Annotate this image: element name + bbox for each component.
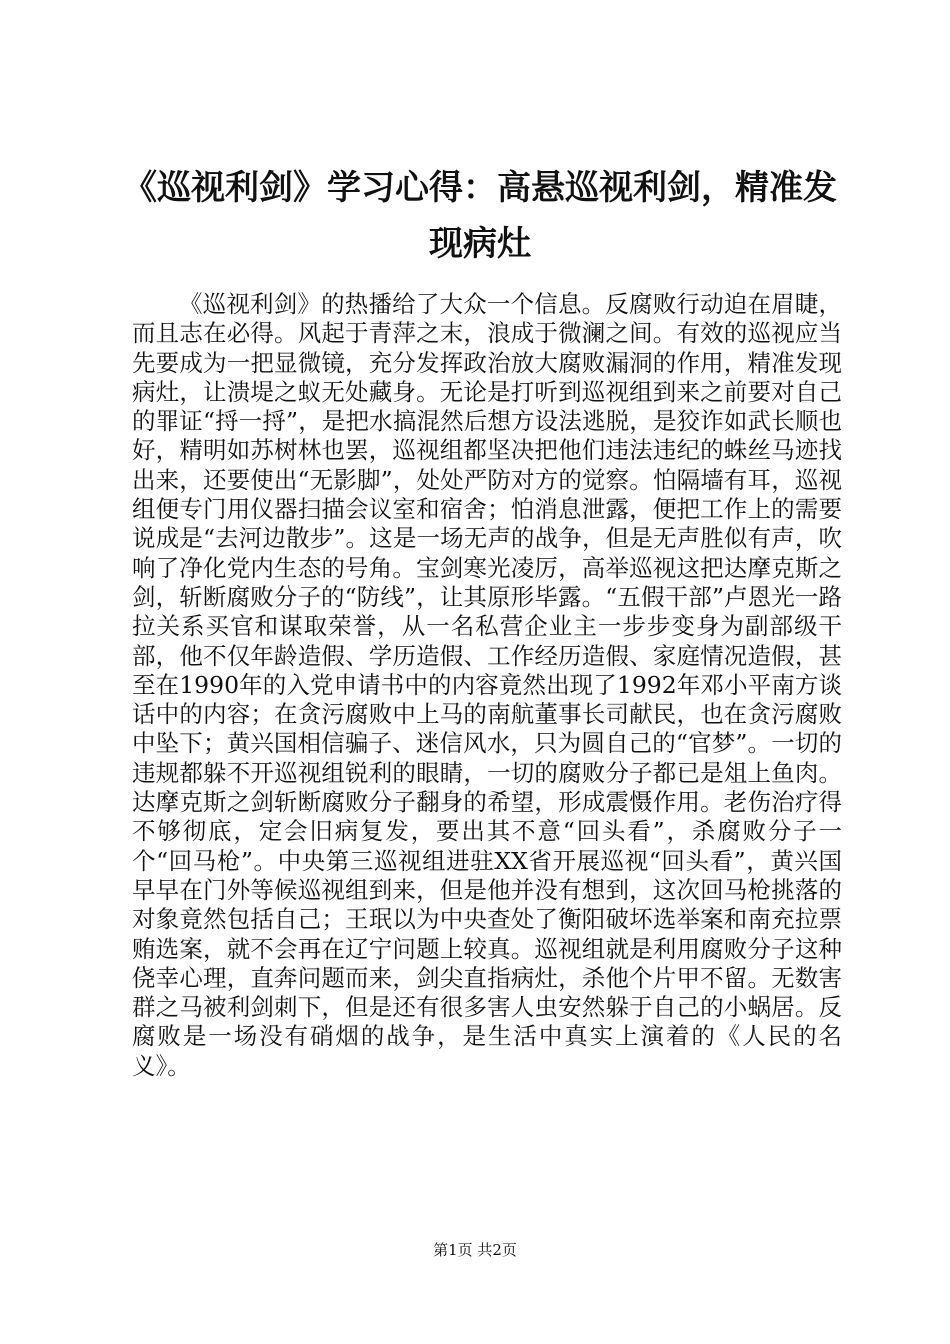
body-paragraph: 《巡视利剑》的热播给了大众一个信息。反腐败行动迫在眉睫，而且志在必得。风起于青萍之末，浪成于微澜之间。有效的巡视应当先要成为一把显微镜，充分发挥政治放大腐败漏洞的作用，精准发现病灶，让溃堤之蚁无处藏身。无论是打听到巡视组到来之前要对自己的罪证“捋一捋”，是把水搞混然后想方设法逃脱，是狡诈如武长顺也好，精明如苏树林也罢，巡视组都坚决把他们违法违纪的蛛丝马迹找出来，还要使出“无影脚”，处处严防对方的觉察。怕隔墙有耳，巡视组便专门用仪器扫描会议室和宿舍；怕消息泄露，便把工作上的需要说成是“去河边散步”。这是一场无声的战争，但是无声胜似有声，吹响了净化党内生态的号角。宝剑寒光凌厉，高举巡视这把达摩克斯之剑，斩断腐败分子的“防线”，让其原形毕露。“五假干部”卢恩光一路拉关系买官和谋取荣誉，从一名私营企业主一步步变身为副部级干部，他不仅年龄造假、学历造假、工作经历造假、家庭情况造假，甚至在1990年的入党申请书中的内容竟然出现了1992年邓小平南方谈话中的内容；在贪污腐败中上马的南航董事长司献民，也在贪污腐败中坠下；黄兴国相信骗子、迷信风水，只为圆自己的“官梦”。一切的违规都躲不开巡视组锐利的眼睛，一切的腐败分子都已是俎上鱼肉。达摩克斯之剑斩断腐败分子翻身的希望，形成震慑作用。老伤治疗得不够彻底，定会旧病复发，要出其不意“回头看”，杀腐败分子一个“回马枪”。中央第三巡视组进驻XX省开展巡视“回头看”，黄兴国早早在门外等候巡视组到来，但是他并没有想到，这次回马枪挑落的对象竟然包括自己；王珉以为中央查处了衡阳破坏选举案和南充拉票贿选案，就不会再在辽宁问题上较真。巡视组就是利用腐败分子这种侥幸心理，直奔问题而来，剑尖直指病灶，杀他个片甲不留。无数害群之马被利剑刺下，但是还有很多害人虫安然躲于自己的小蜗居。反腐败是一场没有硝烟的战争，是生活中真实上演着的《人民的名义》。 [132, 290, 842, 1080]
document-title: 《巡视利剑》学习心得：高悬巡视利剑，精准发现病灶 [123, 168, 837, 264]
page-number: 第1页 共2页 [433, 1241, 517, 1259]
